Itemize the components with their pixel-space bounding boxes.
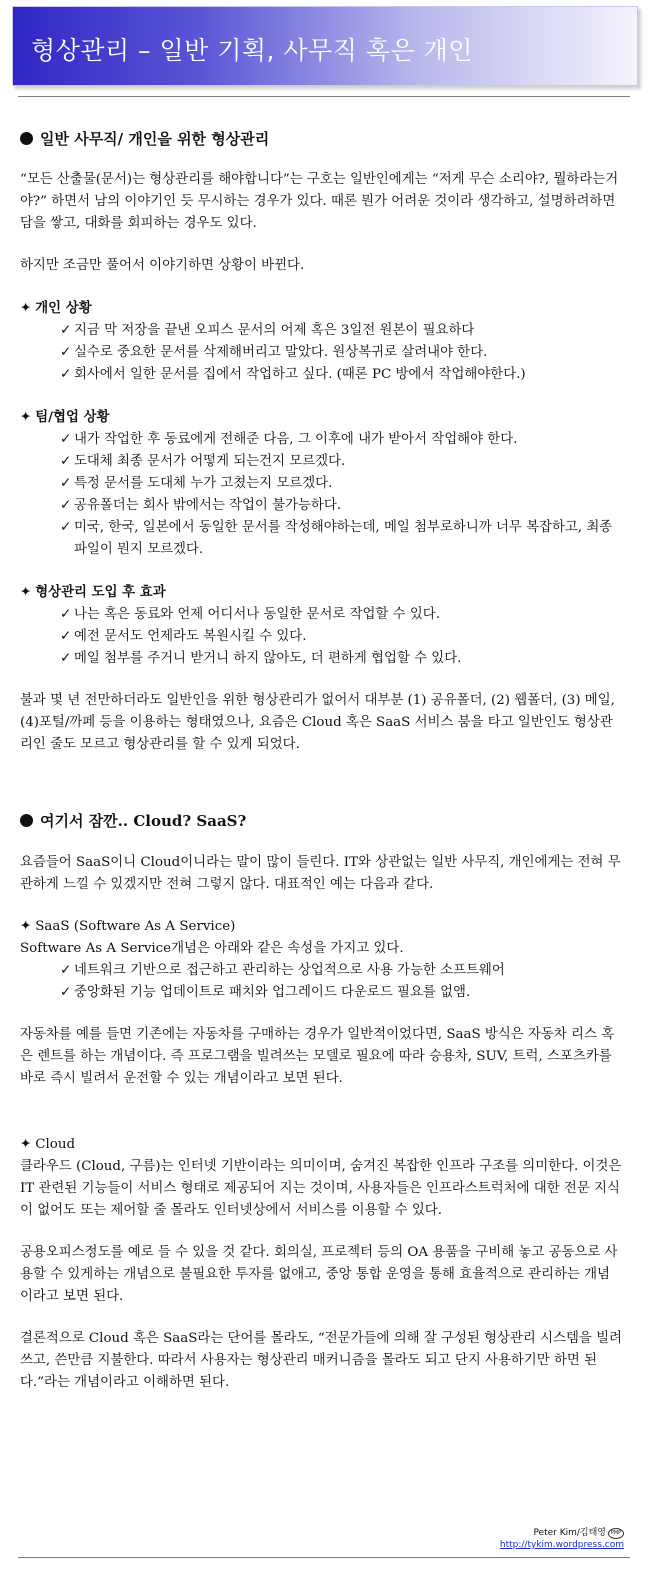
footer [500, 1527, 624, 1551]
group-title: ✦ 형상관리 도입 후 효과 [20, 584, 166, 600]
diamond-icon: ✦ [20, 410, 32, 425]
list-item: ✓ 회사에서 일한 문서를 집에서 작업하고 싶다. (때론 PC 방에서 작업해야한다.) [20, 364, 622, 386]
check-icon: ✓ [60, 985, 72, 1000]
check-icon: ✓ [60, 476, 72, 491]
document-body [20, 128, 622, 1394]
list-item: ✓ 도대체 최종 문서가 어떻게 되는건지 모르겠다. [20, 451, 622, 473]
cloud-example: 공용오피스정도를 예로 들 수 있을 것 같다. 회의실, 프로젝터 등의 OA 용품을 구비해 놓고 공동으로 사용할 수 있게하는 개념으로 불필요한 투자를 없애고, 중앙 통합 운영을 통해 효율적으로 관리하는 개념이라고 보면 된다. [20, 1245, 618, 1304]
checklist [20, 960, 622, 1004]
check-icon: ✓ [60, 345, 72, 360]
list-item: ✓ 특정 문서를 도대체 누가 고쳤는지 모르겠다. [20, 473, 622, 495]
section1-lead: 하지만 조금만 풀어서 이야기하면 상황이 바뀐다. [20, 258, 305, 273]
section1-intro: “모든 산출물(문서)는 형상관리를 해야합니다”는 구호는 일반인에게는 “저게 무슨 소리야?, 뭘하라는거야?” 하면서 남의 이야기인 듯 무시하는 경우가 있다. 때론 뭔가 어려운 것이라 생각하고, 설명하려하면 담을 쌓고, 대화를 회피하는 경우도 있다. [20, 172, 619, 231]
cloud-description: 클라우드 (Cloud, 구름)는 인터넷 기반이라는 의미이며, 숨겨진 복잡한 인프라 구조를 의미한다. 이것은 IT 관련된 기능들이 서비스 형태로 제공되어 지는 것이며, 사용자들은 인프라스트럭처에 대한 전문 지식이 없어도 또는 제어할 줄 몰라도 인터넷상에서 서비스를 이용할 수 있다. [20, 1159, 622, 1218]
check-icon: ✓ [60, 367, 72, 382]
pmp-logo: PMP [608, 1528, 624, 1539]
list-item: ✓ 예전 문서도 언제라도 복원시킬 수 있다. [20, 626, 622, 648]
checklist [20, 604, 622, 670]
list-item: ✓ 미국, 한국, 일본에서 동일한 문서를 작성해야하는데, 메일 첨부로하니까 너무 복잡하고, 최종파일이 뭔지 모르겠다. [20, 517, 622, 561]
list-item: ✓ 실수로 중요한 문서를 삭제해버리고 말았다. 원상복귀로 살려내야 한다. [20, 342, 622, 364]
saas-example: 자동차를 예를 들면 기존에는 자동차를 구매하는 경우가 일반적이었다면, SaaS 방식은 자동차 리스 혹은 렌트를 하는 개념이다. 즉 프로그램을 빌려쓰는 모델로 필요에 따라 승용차, SUV, 트럭, 스포츠카를 바로 즉시 빌려서 운전할 수 있는 개념이라고 보면 된다. [20, 1027, 615, 1086]
bullet-icon [20, 814, 33, 827]
saas-description: Software As A Service개념은 아래와 같은 속성을 가지고 있다. [20, 941, 404, 956]
diamond-icon: ✦ [20, 1137, 32, 1152]
section2-heading: 여기서 잠깐.. Cloud? SaaS? [20, 810, 622, 832]
list-item: ✓ 공유폴더는 회사 밖에서는 작업이 불가능하다. [20, 495, 622, 517]
footer-divider [18, 1557, 630, 1558]
list-item: ✓ 내가 작업한 후 동료에게 전해준 다음, 그 이후에 내가 받아서 작업해야 한다. [20, 429, 622, 451]
diamond-icon: ✦ [20, 585, 32, 600]
cloud-title: ✦ Cloud [20, 1137, 76, 1152]
header-divider [18, 96, 630, 97]
section1-heading: 일반 사무직/ 개인을 위한 형상관리 [20, 128, 622, 150]
section2-intro: 요즘들어 SaaS이니 Cloud이니라는 말이 많이 들린다. IT와 상관없는 일반 사무직, 개인에게는 전혀 무관하게 느낄 수 있겠지만 전혀 그렇지 않다. 대표적인 예는 다음과 같다. [20, 855, 621, 892]
diamond-icon: ✦ [20, 919, 32, 934]
bullet-icon [20, 132, 33, 145]
check-icon: ✓ [60, 520, 72, 535]
check-icon: ✓ [60, 651, 72, 666]
list-item: ✓ 지금 막 저장을 끝낸 오피스 문서의 어제 혹은 3일전 원본이 필요하다 [20, 320, 622, 342]
author-name: Peter Kim/김태영 [533, 1528, 606, 1538]
saas-title: ✦ SaaS (Software As A Service) [20, 919, 236, 934]
list-item: ✓ 나는 혹은 동료와 언제 어디서나 동일한 문서로 작업할 수 있다. [20, 604, 622, 626]
check-icon: ✓ [60, 323, 72, 338]
conclusion: 결론적으로 Cloud 혹은 SaaS라는 단어를 몰라도, “전문가들에 의해 잘 구성된 형상관리 시스템을 빌려쓰고, 쓴만큼 지불한다. 따라서 사용자는 형상관리 매커니즘을 몰라도 되고 단지 사용하기만 하면 된다.”라는 개념이라고 이해하면 된다. [20, 1331, 622, 1390]
group-title: ✦ 팀/협업 상황 [20, 409, 110, 425]
page-title: 형상관리 – 일반 기획, 사무직 혹은 개인 [31, 36, 473, 65]
list-item: ✓ 메일 첨부를 주거니 받거니 하지 않아도, 더 편하게 협업할 수 있다. [20, 648, 622, 670]
check-icon: ✓ [60, 963, 72, 978]
blog-link[interactable]: http://tykim.wordpress.com [499, 1540, 624, 1550]
section1-closing: 불과 몇 년 전만하더라도 일반인을 위한 형상관리가 없어서 대부분 (1) 공유폴더, (2) 웹폴더, (3) 메일, (4)포털/까페 등을 이용하는 형태였으나, 요즘은 Cloud 혹은 SaaS 서비스 붐을 타고 일반인도 형상관리인 줄도 모르고 형상관리를 할 수 있게 되었다. [20, 693, 615, 752]
list-item: ✓ 중앙화된 기능 업데이트로 패치와 업그레이드 다운로드 필요를 없앰. [20, 982, 622, 1004]
diamond-icon: ✦ [20, 301, 32, 316]
checklist [20, 320, 622, 386]
checklist [20, 429, 622, 561]
check-icon: ✓ [60, 629, 72, 644]
check-icon: ✓ [60, 454, 72, 469]
list-item: ✓ 네트워크 기반으로 접근하고 관리하는 상업적으로 사용 가능한 소프트웨어 [20, 960, 622, 982]
check-icon: ✓ [60, 498, 72, 513]
group-title: ✦ 개인 상황 [20, 300, 92, 316]
title-banner [12, 6, 638, 86]
check-icon: ✓ [60, 607, 72, 622]
check-icon: ✓ [60, 432, 72, 447]
